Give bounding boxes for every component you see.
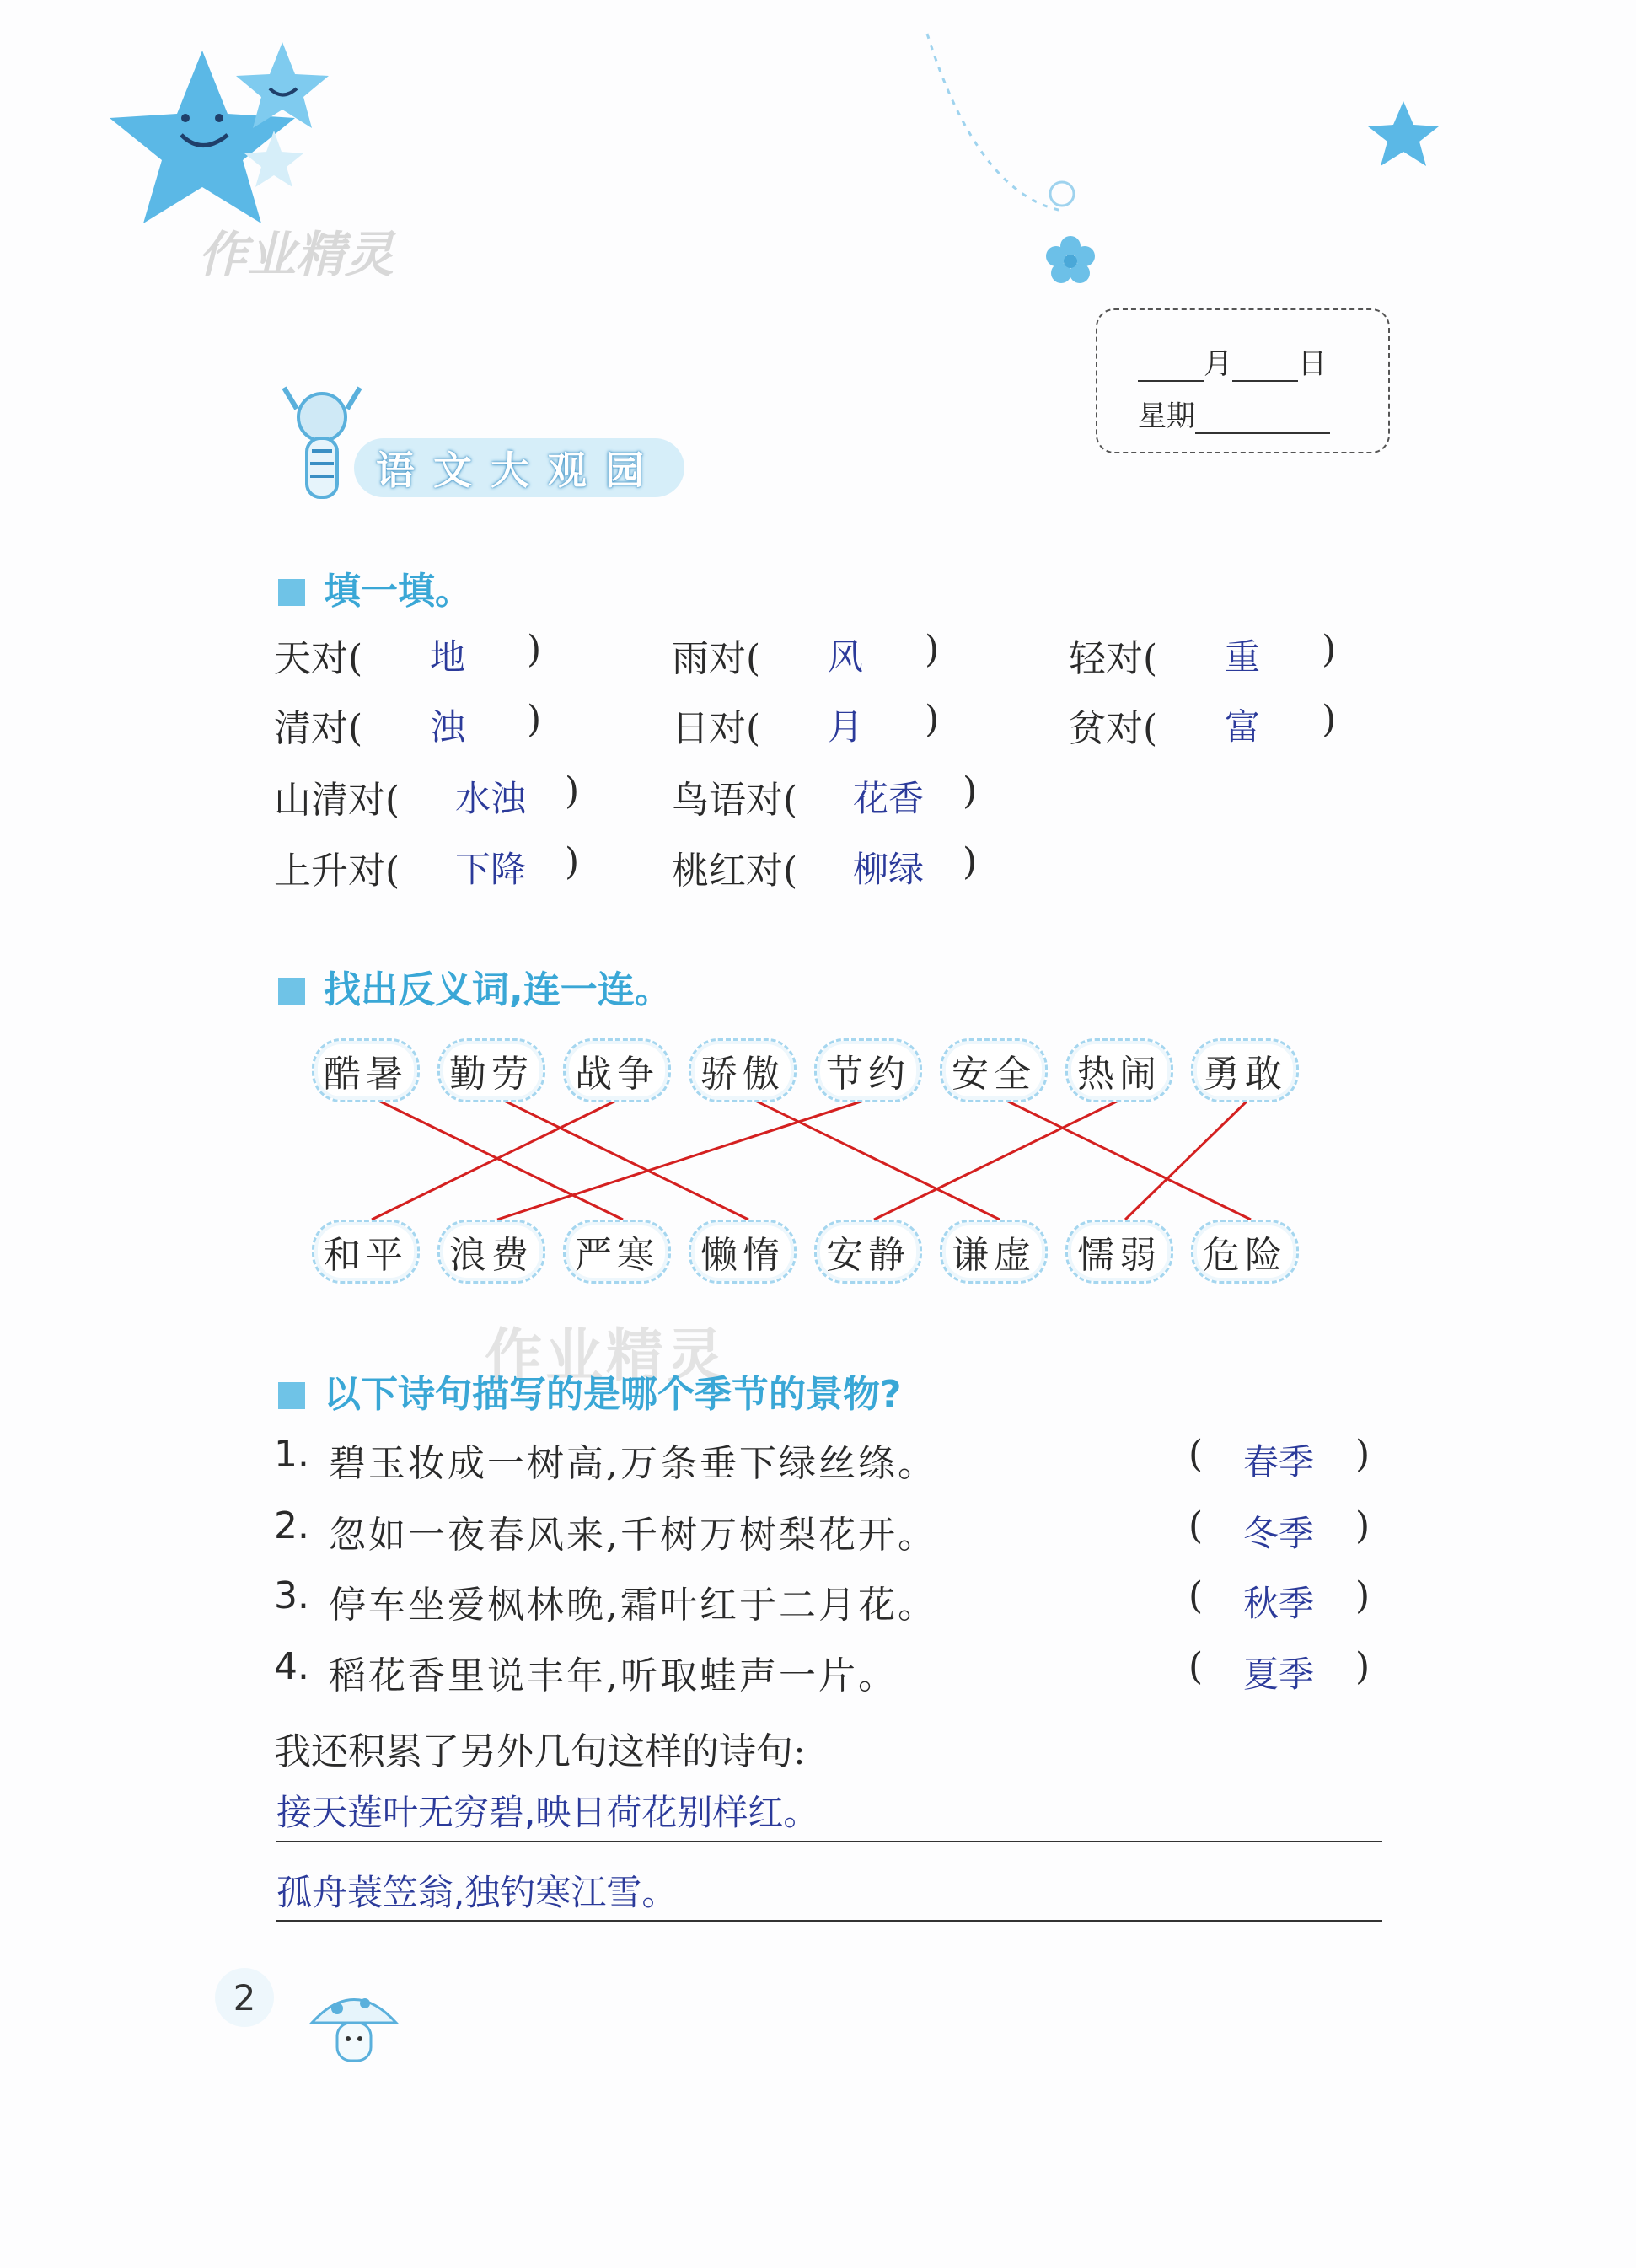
close-paren: ) bbox=[527, 698, 542, 741]
open-paren: ( bbox=[1188, 1433, 1204, 1476]
fill-answer[interactable]: 下降 bbox=[455, 849, 527, 890]
open-paren: ( bbox=[1188, 1574, 1204, 1617]
poem-line: 碧玉妆成一树高,万条垂下绿丝绦。 bbox=[329, 1442, 937, 1485]
weekday-label: 星期 bbox=[1138, 399, 1195, 433]
poem-line: 忽如一夜春风来,千树万树梨花开。 bbox=[329, 1514, 937, 1557]
fill-answer[interactable]: 重 bbox=[1225, 636, 1261, 678]
fill-answer[interactable]: 柳绿 bbox=[853, 849, 925, 890]
section3-title: 以下诗句描写的是哪个季节的景物? bbox=[278, 1364, 902, 1418]
fill-question: 日对( bbox=[672, 707, 761, 750]
word-top[interactable]: 安全 bbox=[940, 1038, 1048, 1102]
day-label: 日 bbox=[1298, 347, 1327, 381]
fill-question: 贫对( bbox=[1069, 707, 1158, 750]
watermark-middle: 作业精灵 bbox=[485, 1323, 728, 1390]
close-paren: ) bbox=[565, 769, 580, 812]
season-answer[interactable]: 秋季 bbox=[1243, 1583, 1315, 1624]
fill-question: 清对( bbox=[274, 707, 363, 750]
fill-answer[interactable]: 花香 bbox=[853, 778, 925, 819]
fill-question: 鸟语对( bbox=[672, 779, 798, 822]
extra-prompt: 我还积累了另外几句这样的诗句: bbox=[274, 1730, 806, 1773]
fill-question: 上升对( bbox=[274, 850, 400, 893]
fill-question: 轻对( bbox=[1069, 637, 1158, 680]
word-bottom[interactable]: 和平 bbox=[312, 1220, 420, 1284]
open-paren: ( bbox=[1188, 1504, 1204, 1547]
word-bottom[interactable]: 严寒 bbox=[563, 1220, 671, 1284]
mushroom-decoration-icon bbox=[299, 1976, 409, 2086]
poem-line: 停车坐爱枫林晚,霜叶红于二月花。 bbox=[329, 1584, 937, 1627]
fill-answer[interactable]: 浊 bbox=[430, 706, 466, 748]
word-top[interactable]: 骄傲 bbox=[689, 1038, 797, 1102]
fill-question: 雨对( bbox=[672, 637, 761, 680]
month-label: 月 bbox=[1204, 347, 1232, 381]
match-line bbox=[497, 1097, 748, 1220]
watermark-top: 作业精灵 bbox=[198, 226, 394, 283]
match-line bbox=[874, 1097, 1125, 1220]
fill-answer[interactable]: 地 bbox=[430, 636, 466, 678]
word-top[interactable]: 勇敢 bbox=[1191, 1038, 1299, 1102]
extra-answer-1: 接天莲叶无穷碧,映日荷花别样红。 bbox=[276, 1792, 819, 1833]
word-bottom[interactable]: 懒惰 bbox=[689, 1220, 797, 1284]
banner-title: 语文大观园 bbox=[376, 448, 662, 493]
answer-line-1 bbox=[276, 1841, 1382, 1842]
word-bottom[interactable]: 懦弱 bbox=[1065, 1220, 1173, 1284]
close-paren: ) bbox=[925, 698, 940, 741]
word-bottom[interactable]: 谦虚 bbox=[940, 1220, 1048, 1284]
answer-line-2 bbox=[276, 1920, 1382, 1922]
match-line bbox=[1000, 1097, 1251, 1220]
word-top[interactable]: 战争 bbox=[563, 1038, 671, 1102]
poem-number: 2. bbox=[274, 1504, 309, 1547]
match-line bbox=[497, 1097, 874, 1220]
season-answer[interactable]: 冬季 bbox=[1243, 1513, 1315, 1554]
close-paren: ) bbox=[527, 628, 542, 671]
close-paren: ) bbox=[1355, 1504, 1370, 1547]
fill-question: 天对( bbox=[274, 637, 363, 680]
close-paren: ) bbox=[1322, 698, 1337, 741]
match-line bbox=[748, 1097, 1000, 1220]
word-top[interactable]: 节约 bbox=[814, 1038, 922, 1102]
poem-number: 4. bbox=[274, 1645, 309, 1688]
page-number: 2 bbox=[215, 1968, 274, 2027]
season-answer[interactable]: 春季 bbox=[1243, 1441, 1315, 1483]
poem-number: 3. bbox=[274, 1574, 309, 1617]
fill-answer[interactable]: 月 bbox=[828, 706, 864, 748]
fill-answer[interactable]: 富 bbox=[1225, 706, 1261, 748]
extra-answer-2: 孤舟蓑笠翁,独钓寒江雪。 bbox=[276, 1872, 678, 1913]
close-paren: ) bbox=[963, 840, 978, 883]
close-paren: ) bbox=[963, 769, 978, 812]
poem-line: 稻花香里说丰年,听取蛙声一片。 bbox=[329, 1654, 898, 1697]
poem-number: 1. bbox=[274, 1433, 309, 1476]
fill-answer[interactable]: 水浊 bbox=[455, 778, 527, 819]
word-top[interactable]: 酷暑 bbox=[312, 1038, 420, 1102]
close-paren: ) bbox=[565, 840, 580, 883]
fill-question: 桃红对( bbox=[672, 850, 798, 893]
word-bottom[interactable]: 危险 bbox=[1191, 1220, 1299, 1284]
close-paren: ) bbox=[925, 628, 940, 671]
section1-title: 填一填。 bbox=[278, 560, 472, 614]
close-paren: ) bbox=[1355, 1645, 1370, 1688]
word-bottom[interactable]: 浪费 bbox=[437, 1220, 545, 1284]
section2-title: 找出反义词,连一连。 bbox=[278, 959, 672, 1013]
match-line bbox=[1125, 1097, 1251, 1220]
close-paren: ) bbox=[1355, 1574, 1370, 1617]
close-paren: ) bbox=[1355, 1433, 1370, 1476]
open-paren: ( bbox=[1188, 1645, 1204, 1688]
word-bottom[interactable]: 安静 bbox=[814, 1220, 922, 1284]
fill-question: 山清对( bbox=[274, 779, 400, 822]
word-top[interactable]: 热闹 bbox=[1065, 1038, 1173, 1102]
word-top[interactable]: 勤劳 bbox=[437, 1038, 545, 1102]
section-marker-icon bbox=[278, 1382, 305, 1409]
fill-answer[interactable]: 风 bbox=[828, 636, 864, 678]
close-paren: ) bbox=[1322, 628, 1337, 671]
season-answer[interactable]: 夏季 bbox=[1243, 1654, 1315, 1695]
